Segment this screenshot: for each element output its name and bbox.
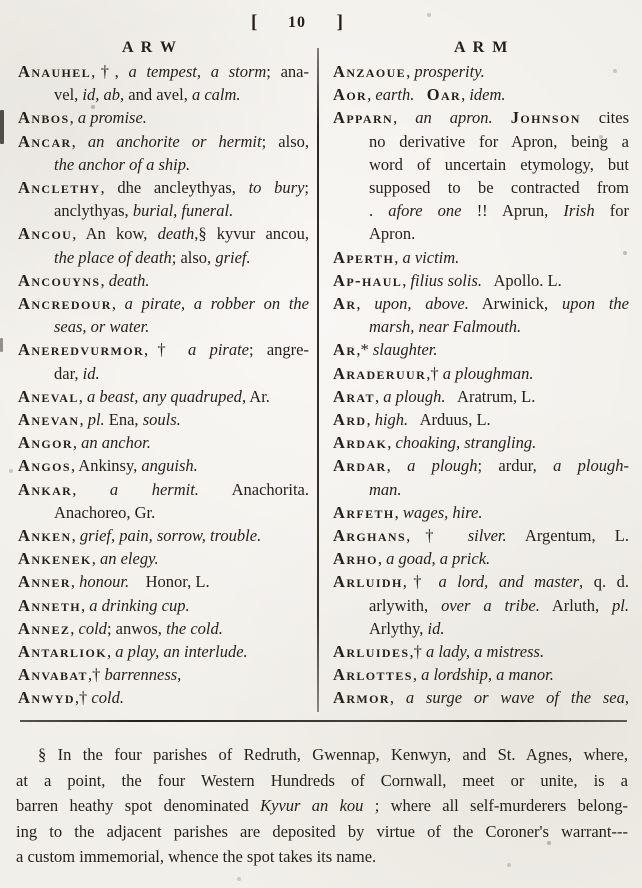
text-line <box>333 292 629 315</box>
text-segment: , <box>91 549 100 569</box>
definition-italic: a lord, and master <box>438 572 580 592</box>
text-line <box>333 547 629 570</box>
definition-italic: a plough- <box>553 456 629 476</box>
footnote-text <box>16 742 628 870</box>
text-line <box>18 60 309 83</box>
definition-italic: pl. <box>87 410 105 430</box>
definition-italic: Irish <box>563 201 595 221</box>
text-segment: Argentum, L. <box>506 526 630 546</box>
definition-italic: a promise. <box>77 108 147 128</box>
definition-italic: a tempest, a storm <box>128 62 267 81</box>
headword: Ardar <box>333 456 387 476</box>
text-line <box>333 315 629 338</box>
text-line <box>18 478 309 501</box>
text-segment: , <box>367 85 376 105</box>
text-segment: dar, <box>54 363 83 383</box>
definition-italic: barrenness, <box>104 665 182 685</box>
text-line <box>18 640 309 663</box>
headword: Arluides <box>333 642 410 662</box>
text-segment: ; ardur, <box>477 456 554 476</box>
headword: Arlottes <box>333 665 413 685</box>
headword: Arat <box>333 386 375 406</box>
text-segment: ,† <box>87 665 105 685</box>
text-segment: , <box>72 479 110 499</box>
definition-italic: a ploughman. <box>442 363 534 383</box>
text-segment: Arlythy, <box>369 618 428 638</box>
text-line <box>18 269 309 292</box>
text-segment <box>414 85 426 104</box>
text-line <box>333 130 629 153</box>
text-line <box>18 130 309 153</box>
definition-italic: seas, or water. <box>54 317 150 337</box>
definition-italic: upon the <box>562 294 629 314</box>
text-line <box>16 742 628 768</box>
text-line <box>333 199 629 222</box>
definition-italic: filius solis. <box>410 270 482 290</box>
definition-italic: an apron. <box>415 108 493 128</box>
text-segment: , <box>386 456 408 476</box>
text-segment: , <box>111 294 125 314</box>
definition-italic: death <box>157 224 195 244</box>
text-line <box>18 570 309 593</box>
text-line <box>18 454 309 477</box>
definition-italic: a drinking cup. <box>89 595 190 615</box>
definition-italic: id. <box>82 363 100 383</box>
headword: Ard <box>333 410 367 430</box>
text-line <box>333 176 629 199</box>
text-segment: , <box>394 247 403 267</box>
headword: Arghans <box>333 526 407 546</box>
text-line <box>333 501 629 524</box>
text-segment: Anachorita. <box>198 479 309 499</box>
definition-italic: burial, funeral. <box>132 201 234 221</box>
headword: Angos <box>18 456 71 476</box>
text-segment: supposed to be contracted from <box>369 178 629 198</box>
definition-italic: a beast, any quadruped <box>87 386 242 406</box>
text-segment: , <box>387 433 396 453</box>
text-segment: , q. d. <box>579 572 630 592</box>
left-column-header: A R W <box>122 39 178 56</box>
text-segment: § In the four parishes of Redruth, Gwennap, Kenwyn, and St. Agnes, where, <box>38 745 628 764</box>
text-segment: Honor, L. <box>129 572 210 592</box>
text-segment: , <box>69 108 78 128</box>
text-segment: , <box>374 386 384 406</box>
text-segment <box>493 108 511 127</box>
text-segment: , <box>106 642 116 662</box>
definition-italic: grief, pain, sorrow, trouble. <box>79 526 262 546</box>
definition-italic: silver. <box>467 526 507 546</box>
definition-italic: an anchor. <box>81 433 151 453</box>
headword: Aneval <box>18 386 79 406</box>
definition-italic: an anchorite or hermit <box>87 131 262 151</box>
text-segment: vel, <box>54 85 83 105</box>
text-line <box>333 663 629 686</box>
text-line <box>18 663 309 686</box>
definition-italic: death. <box>108 270 150 290</box>
text-line <box>18 222 309 245</box>
headword: Anevan <box>18 410 80 430</box>
headword: Aneredvurmor <box>18 340 145 360</box>
headword: Anvabat <box>18 665 88 685</box>
text-line <box>18 385 309 408</box>
headword: Arho <box>333 549 378 569</box>
text-segment: anclythyas, <box>54 201 133 221</box>
headword: Ancredour <box>18 294 112 314</box>
text-segment: , <box>79 410 88 430</box>
text-segment: Apollo. L. <box>482 270 562 290</box>
text-segment: , <box>394 502 403 522</box>
text-line <box>18 199 309 222</box>
text-segment: , <box>377 549 387 569</box>
text-line <box>333 408 629 431</box>
text-segment: ; <box>304 178 309 198</box>
text-segment: ,* <box>356 340 373 360</box>
text-segment: , An kow, <box>72 224 158 244</box>
headword: Ar <box>333 294 357 314</box>
definition-italic: cold. <box>91 688 124 708</box>
definition-italic: Kyvur an kou <box>260 796 364 815</box>
text-line <box>333 686 629 709</box>
headword: Annez <box>18 618 71 638</box>
scan-specks <box>0 0 2 2</box>
text-segment: , <box>402 270 411 290</box>
headword: Angor <box>18 433 73 453</box>
left-bracket: [ <box>251 12 258 33</box>
text-segment: , <box>406 62 415 81</box>
headword: Arluidh <box>333 572 403 592</box>
text-segment: ,† <box>426 363 443 383</box>
text-line <box>333 106 629 129</box>
definition-italic: a lordship, a manor. <box>421 665 554 685</box>
text-line <box>333 617 629 640</box>
text-line <box>16 768 628 794</box>
definition-italic: over a tribe. <box>441 595 540 615</box>
text-segment: arlywith, <box>369 595 442 615</box>
text-line <box>333 594 629 617</box>
right-column-header: A R M <box>454 39 510 56</box>
definition-italic: slaughter. <box>372 340 438 360</box>
text-line <box>16 819 628 845</box>
text-line <box>16 844 628 870</box>
headword: Araderuur <box>333 363 427 383</box>
definition-italic: souls. <box>142 410 181 430</box>
definition-italic: a pirate <box>188 340 249 360</box>
text-segment: and avel, <box>124 85 192 105</box>
text-line <box>333 385 629 408</box>
text-line <box>333 454 629 477</box>
headword: Ancou <box>18 224 73 244</box>
text-segment: , <box>366 410 375 430</box>
text-segment: ; ana- <box>266 62 309 81</box>
text-segment: word of uncertain etymology, but <box>369 154 629 174</box>
definition-italic: high. <box>374 410 409 430</box>
text-segment: , <box>70 618 79 638</box>
text-line <box>18 106 309 129</box>
text-line <box>18 315 309 338</box>
right-column-entries <box>333 60 629 710</box>
text-segment: no derivative for Apron, being a <box>369 131 629 151</box>
headword: Aor <box>333 85 368 105</box>
text-segment: ,† <box>74 688 92 708</box>
text-segment: , <box>72 433 82 453</box>
headword: Anzaoue <box>333 62 407 81</box>
definition-italic: a surge or wave of the sea, <box>405 688 629 708</box>
right-bracket: ] <box>336 12 343 33</box>
text-line <box>18 362 309 385</box>
footnote-separator-rule <box>20 720 627 722</box>
text-line <box>18 153 309 176</box>
headword: Ardak <box>333 433 388 453</box>
definition-italic: to bury <box>248 178 305 198</box>
text-line <box>333 60 629 83</box>
definition-italic: the place of death <box>54 247 172 267</box>
definition-italic: afore one <box>388 201 462 221</box>
headword: Anauhel <box>18 62 92 81</box>
definition-italic: earth. <box>375 85 415 105</box>
definition-italic: a plough <box>407 456 478 476</box>
text-line <box>333 431 629 454</box>
text-segment: , <box>356 294 375 314</box>
text-line <box>333 640 629 663</box>
text-segment: . <box>369 201 389 221</box>
text-line <box>18 617 309 640</box>
text-segment: , <box>100 270 109 290</box>
definition-italic: marsh, near Falmouth. <box>369 317 522 337</box>
definition-italic: anguish. <box>141 456 198 476</box>
definition-italic: a hermit. <box>109 479 199 499</box>
scan-edge-artifact <box>0 110 4 144</box>
text-segment: ; angre- <box>248 340 309 360</box>
text-segment: ,† <box>402 572 439 592</box>
text-line <box>333 338 629 361</box>
headword: Ancouyns <box>18 270 101 290</box>
text-line <box>18 83 309 106</box>
text-line <box>333 524 629 547</box>
definition-italic: a calm. <box>191 85 241 105</box>
definition-italic: an elegy. <box>99 549 159 569</box>
text-line <box>18 246 309 269</box>
text-line <box>333 246 629 269</box>
headword: Ap-haul <box>333 270 403 290</box>
text-line <box>333 478 629 501</box>
text-segment: , <box>71 131 88 151</box>
definition-italic: id. <box>427 618 445 638</box>
headword: Anneth <box>18 595 81 615</box>
text-line <box>18 594 309 617</box>
headword: Anwyd <box>18 688 75 708</box>
text-segment: ,†, <box>91 62 129 81</box>
text-segment: ; anwos, <box>106 618 167 638</box>
headword: Anbos <box>18 108 70 128</box>
headword: Anner <box>18 572 71 592</box>
headword: Ankar <box>18 479 73 499</box>
headword: Armor <box>333 688 390 708</box>
text-line <box>18 547 309 570</box>
text-segment: ; where all self-murderers belong- <box>363 796 628 815</box>
definition-italic: wages, hire. <box>402 502 483 522</box>
text-line <box>18 408 309 431</box>
page-number-row <box>251 10 343 36</box>
text-segment: Arduus, L. <box>408 410 491 430</box>
scan-edge-artifact <box>0 338 3 352</box>
text-segment: a custom immemorial, whence the spot takes its name. <box>16 847 377 866</box>
text-line <box>18 292 309 315</box>
text-segment: ; also, <box>261 131 309 151</box>
text-segment: ,† <box>409 642 426 662</box>
text-segment: Arwinick, <box>468 294 563 314</box>
text-segment: at a point, the four Western Hundreds of Cornwall, meet or unite, is a <box>16 770 628 790</box>
text-segment: Anachoreo, Gr. <box>54 502 156 522</box>
definition-italic: cold <box>78 618 107 638</box>
page-number: 10 <box>288 14 306 31</box>
headword: Apparn <box>333 108 394 128</box>
definition-italic: idem. <box>469 85 506 105</box>
text-segment: ing to the adjacent parishes are deposited by virtue of the Coroner's warrant--- <box>16 821 628 841</box>
text-line <box>333 153 629 176</box>
headword: Aperth <box>333 247 395 267</box>
text-segment: barren heathy spot denominated <box>16 796 261 815</box>
text-segment: Ena, <box>104 410 143 430</box>
definition-italic: grief. <box>215 247 251 267</box>
headword: Antarliok <box>18 642 107 662</box>
text-segment: , Ar. <box>241 386 270 406</box>
text-segment: , <box>461 85 470 105</box>
definition-italic: a plough. <box>383 386 446 406</box>
definition-italic: honour. <box>79 572 130 592</box>
text-line <box>333 269 629 292</box>
text-segment: , <box>81 595 90 615</box>
definition-italic: the cold. <box>166 618 223 638</box>
headword: Oar <box>426 85 462 105</box>
definition-italic: pl. <box>612 595 629 615</box>
definition-italic: man. <box>369 479 402 499</box>
left-column-entries <box>18 60 309 710</box>
definition-italic: a goad, a prick. <box>386 549 491 569</box>
headword: Johnson <box>510 108 581 128</box>
text-line <box>18 524 309 547</box>
text-segment: ; also, <box>171 247 216 267</box>
text-segment: !! Aprun, <box>461 201 564 221</box>
text-segment: ,† <box>406 526 468 546</box>
definition-italic: a pirate, a robber on the <box>124 294 310 314</box>
text-segment: cites <box>580 108 630 128</box>
text-segment: ,† <box>144 340 189 360</box>
headword: Ancar <box>18 131 72 151</box>
headword: Ankenek <box>18 549 92 569</box>
text-line <box>333 83 629 106</box>
definition-italic: id, ab, <box>82 85 125 105</box>
text-segment: , <box>71 526 80 546</box>
definition-italic: upon, above. <box>374 294 469 314</box>
definition-italic: a victim. <box>402 247 460 267</box>
headword: Anken <box>18 526 72 546</box>
text-segment: , dhe ancleythyas, <box>100 178 249 198</box>
text-segment: , <box>70 572 80 592</box>
text-line <box>18 501 309 524</box>
text-line <box>333 570 629 593</box>
headword: Arfeth <box>333 502 395 522</box>
text-segment: , <box>78 386 88 406</box>
text-segment: ,§ kyvur ancou, <box>194 224 309 244</box>
text-segment: , <box>393 108 416 128</box>
definition-italic: a lady, a mistress. <box>425 642 545 662</box>
text-line <box>18 431 309 454</box>
headword: Anclethy <box>18 178 101 198</box>
text-line <box>333 222 629 245</box>
definition-italic: prosperity. <box>414 62 485 81</box>
text-segment: Aratrum, L. <box>445 386 536 406</box>
text-segment: , <box>412 665 422 685</box>
text-line <box>16 793 628 819</box>
text-line <box>333 362 629 385</box>
text-segment: , <box>389 688 406 708</box>
text-line <box>18 686 309 709</box>
definition-italic: a play, an interlude. <box>115 642 248 662</box>
text-segment: Arluth, <box>539 595 613 615</box>
text-segment: , Ankinsy, <box>70 456 142 476</box>
text-segment: Apron. <box>369 224 416 244</box>
definition-italic: choaking, strangling. <box>395 433 537 453</box>
text-segment: for <box>594 201 629 221</box>
text-line <box>18 338 309 361</box>
definition-italic: the anchor of a ship. <box>54 154 191 174</box>
headword: Ar <box>333 340 357 360</box>
column-divider-line <box>317 48 319 712</box>
text-line <box>18 176 309 199</box>
